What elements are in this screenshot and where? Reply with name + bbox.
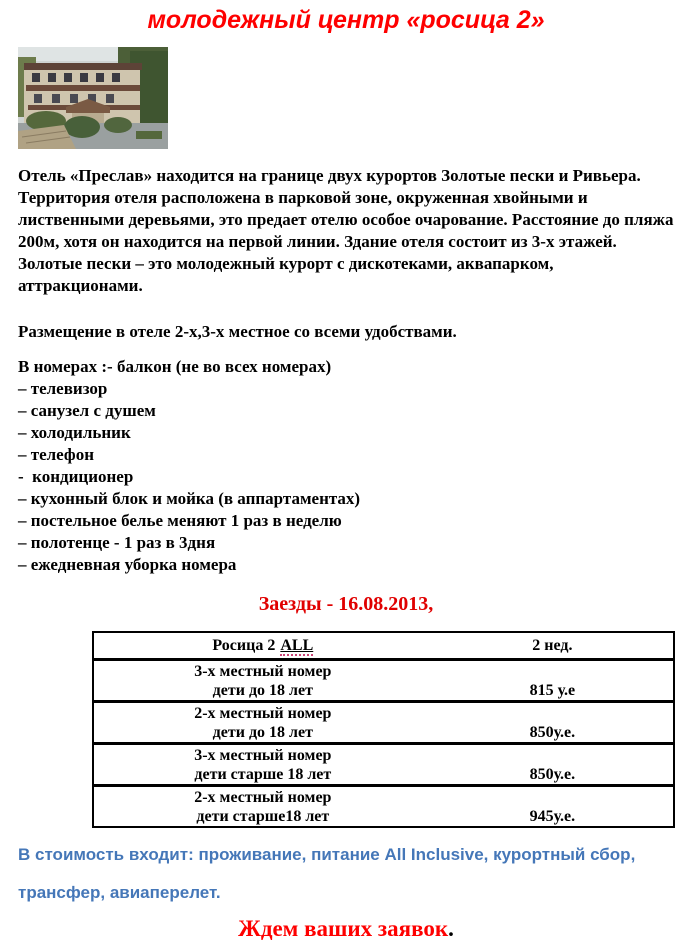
room-age-line: дети старше18 лет [196,807,330,825]
room-feature-item: – полотенце - 1 раз в 3дня [18,533,216,552]
room-feature-item: – санузел с душем [18,401,156,420]
hotel-description: Отель «Преслав» находится на границе двух курортов Золотые пески и Ривьера. Территория отеля расположена в парковой зоне, окруженная хвойными и лиственными деревьями, это предает отелю особое очарование. Расстояние до пляжа 200м, хотя он находится на первой линии. Здание отеля состоит из 3-х этажей. Золотые пески – это молодежный курорт с дискотеками, аквапарком, аттракционами. [18,166,674,295]
table-row [93,702,674,744]
accommodation-line: Размещение в отеле 2-х,3-х местное со всеми удобствами. [18,322,457,341]
hotel-photo [18,47,168,149]
price-table-header-hotel [93,632,432,660]
all-inclusive-label: ALL [280,637,314,654]
room-age-line: дети старше 18 лет [194,765,332,783]
price-table-header-duration: 2 нед. [532,637,573,654]
room-type-cell [93,660,432,702]
closing-line [0,916,692,942]
room-age-line: дети до 18 лет [212,681,313,699]
room-type-line: 2-х местный номер [194,704,332,722]
closing-text: Ждем ваших заявок [238,916,449,941]
room-feature-item: – постельное белье меняют 1 раз в неделю [18,511,342,530]
room-feature-item: – телевизор [18,379,108,398]
room-type-line: 3-х местный номер [194,746,332,764]
room-feature-item: – телефон [18,445,94,464]
room-type-line: 2-х местный номер [194,788,332,806]
room-feature-item: – холодильник [18,423,131,442]
room-age-line: дети до 18 лет [212,723,313,741]
room-features-list [18,356,674,576]
price-table-header-row [93,632,674,660]
price-includes-note: В стоимость входит: проживание, питание All Inclusive, курортный сбор, трансфер, авиаперелет. [18,845,636,902]
room-features-header: В номерах :- балкон (не во всех номерах) [18,357,332,376]
room-feature-item: - кондиционер [18,467,134,486]
room-type-line: 3-х местный номер [194,662,332,680]
closing-period: . [448,916,454,941]
price-cell: 850у.е. [529,766,576,783]
price-cell: 945у.е. [529,808,576,825]
room-feature-item: – ежедневная уборка номера [18,555,237,574]
price-cell: 850у.е. [529,724,576,741]
hotel-name-label: Росица 2 [212,637,276,654]
page-title: молодежный центр «росица 2» [147,6,545,34]
table-row [93,660,674,702]
price-cell: 815 у.е [529,682,576,699]
room-type-cell [93,744,432,786]
room-type-cell [93,786,432,828]
arrivals-heading: Заезды - 16.08.2013, [258,593,434,615]
room-type-cell [93,702,432,744]
table-row [93,744,674,786]
table-row [93,786,674,828]
room-feature-item: – кухонный блок и мойка (в аппартаментах) [18,489,361,508]
hotel-photo-image [18,47,168,149]
price-table [92,631,675,828]
